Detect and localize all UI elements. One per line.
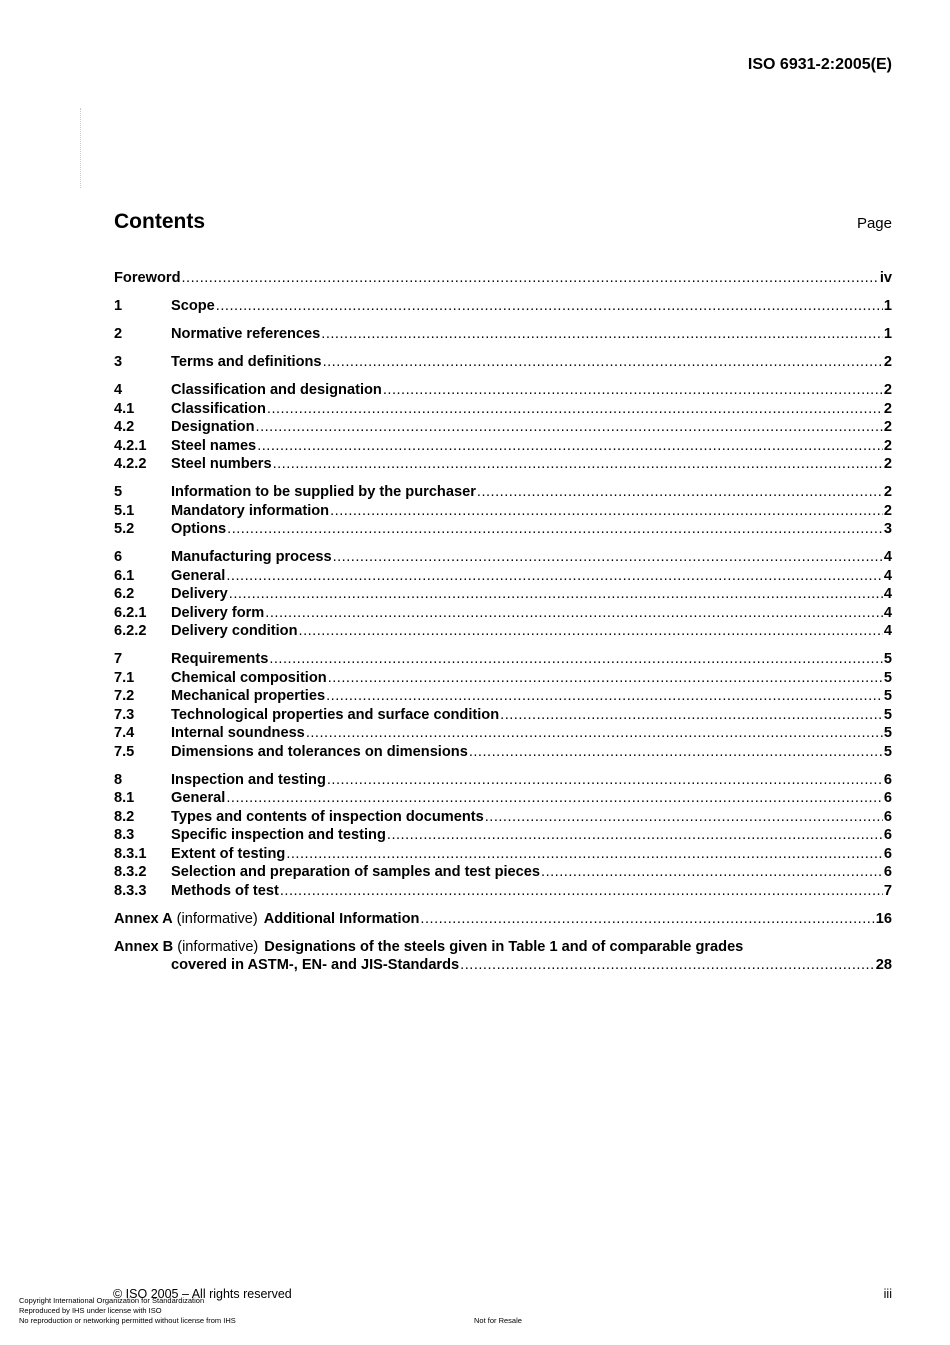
toc-entry-title: Technological properties and surface condition <box>171 706 500 723</box>
footer-page-number: iii <box>883 1287 892 1301</box>
toc-entry-page: 5 <box>883 669 892 686</box>
toc-entry-number: 5.2 <box>114 521 135 537</box>
toc-leader-dots <box>299 622 883 641</box>
toc-leader-dots <box>333 548 883 567</box>
toc-entry-number: 4 <box>114 382 123 398</box>
toc-entry-title: Normative references <box>171 326 321 342</box>
toc-entry-title: covered in ASTM-, EN- and JIS-Standards <box>171 957 460 973</box>
toc-leader-dots <box>477 483 883 502</box>
toc-entry-page: 2 <box>883 437 892 454</box>
toc-leader-dots <box>265 604 883 623</box>
toc-entry-4-2-2[interactable] <box>114 455 892 474</box>
toc-entry-title: Terms and definitions <box>171 354 322 370</box>
toc-entry-number: 4.2 <box>114 419 135 435</box>
toc-entry-number: 5 <box>114 484 123 500</box>
toc-entry-page: 6 <box>883 827 892 843</box>
toc-entry-6-1[interactable] <box>114 567 892 586</box>
toc-entry-8-3-2[interactable] <box>114 863 892 882</box>
toc-entry-number: 2 <box>114 326 123 342</box>
toc-entry-page: 6 <box>883 790 892 806</box>
toc-entry-page: 5 <box>883 688 892 704</box>
toc-entry-title: Internal soundness <box>171 725 305 741</box>
toc-leader-dots <box>460 956 875 975</box>
toc-entry-1[interactable] <box>114 297 892 316</box>
toc-entry-title: Inspection and testing <box>171 771 326 788</box>
toc-group-3 <box>114 353 892 372</box>
toc-leader-dots <box>500 706 883 725</box>
toc-entry-page: 4 <box>883 567 892 584</box>
toc-entry-number: 7 <box>114 651 123 667</box>
annex-label: Annex A <box>114 910 173 927</box>
toc-leader-dots <box>330 502 883 521</box>
license-line: No reproduction or networking permitted without license from IHS <box>19 1316 236 1325</box>
license-line: Reproduced by IHS under license with ISO <box>19 1306 162 1315</box>
toc-entry-8-3-1[interactable] <box>114 845 892 864</box>
toc-entry-5[interactable] <box>114 483 892 502</box>
toc-group-annex-a <box>114 910 892 929</box>
toc-leader-dots <box>321 325 883 344</box>
toc-entry-page: 5 <box>883 725 892 741</box>
toc-entry-title: Steel names <box>171 437 257 454</box>
toc-leader-dots <box>257 437 883 456</box>
toc-leader-dots <box>226 567 883 586</box>
toc-entry-number: 4.2.1 <box>114 437 147 454</box>
toc-entry-page: 3 <box>883 521 892 537</box>
page-column-label: Page <box>856 215 892 232</box>
toc-entry-title: Extent of testing <box>171 845 286 862</box>
toc-entry-7-1[interactable] <box>114 669 892 688</box>
toc-leader-dots <box>226 789 883 808</box>
toc-entry-7-3[interactable] <box>114 706 892 725</box>
toc-leader-dots <box>181 269 878 288</box>
toc-entry-4-1[interactable] <box>114 400 892 419</box>
toc-group-2 <box>114 325 892 344</box>
toc-entry-number: 8.3 <box>114 827 135 843</box>
toc-entry-7[interactable] <box>114 650 892 669</box>
toc-entry-number: 6.2.1 <box>114 604 147 621</box>
toc-entry-number: 8.3.3 <box>114 882 147 899</box>
toc-leader-dots <box>256 418 883 437</box>
toc-leader-dots <box>485 808 883 827</box>
toc-group-5 <box>114 483 892 539</box>
toc-entry-page: 2 <box>883 419 892 435</box>
toc-entry-6-2-2[interactable] <box>114 622 892 641</box>
toc-entry-number: 8.3.1 <box>114 845 147 862</box>
toc-entry-number: 7.5 <box>114 743 135 760</box>
toc-entry-number: 4.1 <box>114 400 135 417</box>
toc-entry-title: Selection and preparation of samples and test pieces <box>171 864 541 880</box>
toc-entry-page: 1 <box>883 298 892 314</box>
toc-entry-number: 7.1 <box>114 669 135 686</box>
toc-entry-title: Dimensions and tolerances on dimensions <box>171 743 468 760</box>
toc-group-1 <box>114 297 892 316</box>
toc-entry-page: 5 <box>883 706 892 723</box>
toc-entry-4-2-1[interactable] <box>114 437 892 456</box>
toc-entry-8-1[interactable] <box>114 789 892 808</box>
toc-entry-title: Specific inspection and testing <box>171 827 386 843</box>
annex-label: Annex B <box>114 938 174 955</box>
toc-entry-number: 8.2 <box>114 808 135 825</box>
footer-not-for-resale: Not for Resale <box>474 1316 522 1325</box>
toc-entry-page: 2 <box>883 502 892 519</box>
toc-entry-8-3[interactable] <box>114 826 892 845</box>
toc-entry-page: 4 <box>883 549 892 565</box>
toc-entry-title: Scope <box>171 298 215 314</box>
toc-entry-6-2-1[interactable] <box>114 604 892 623</box>
toc-entry-number: 7.4 <box>114 725 135 741</box>
toc-entry-page: 2 <box>883 354 892 370</box>
toc-entry-page: 4 <box>883 623 892 639</box>
toc-entry-page: 2 <box>883 484 892 500</box>
toc-entry-page: 2 <box>883 456 892 472</box>
toc-leader-dots <box>326 687 883 706</box>
toc-group-annex-b <box>114 938 892 975</box>
toc-entry-title: Methods of test <box>171 882 279 899</box>
toc-leader-dots <box>267 400 883 419</box>
toc-entry-title: Steel numbers <box>171 456 272 472</box>
toc-entry-6-2[interactable] <box>114 585 892 604</box>
toc-entry-title: Requirements <box>171 651 269 667</box>
toc-group-6 <box>114 548 892 641</box>
toc-entry-7-2[interactable] <box>114 687 892 706</box>
toc-entry-4-2[interactable] <box>114 418 892 437</box>
toc-leader-dots <box>227 520 883 539</box>
toc-group-8 <box>114 771 892 901</box>
footer-license-notice <box>19 1296 236 1326</box>
toc-entry-page: 6 <box>883 845 892 862</box>
toc-group-foreword <box>114 269 892 288</box>
toc-entry-8-2[interactable] <box>114 808 892 827</box>
toc-leader-dots <box>327 771 883 790</box>
toc-group-7 <box>114 650 892 761</box>
toc-entry-page: 7 <box>883 882 892 899</box>
toc-entry-title: Designations of the steels given in Table 1 and of comparable grades <box>264 938 744 955</box>
toc-entry-page: 6 <box>883 808 892 825</box>
toc-leader-dots <box>273 455 883 474</box>
toc-entry-number: 6.2.2 <box>114 623 147 639</box>
toc-entry-5-1[interactable] <box>114 502 892 521</box>
contents-title: Contents <box>114 210 205 233</box>
footer-copyright: © ISO 2005 – All rights reserved <box>113 1287 292 1301</box>
toc-entry-number: 1 <box>114 298 123 314</box>
toc-entry-foreword[interactable] <box>114 269 892 288</box>
toc-entry-title: Chemical composition <box>171 669 327 686</box>
toc-leader-dots <box>306 724 883 743</box>
toc-entry-annex-b[interactable] <box>114 938 892 957</box>
toc-entry-page: 5 <box>883 651 892 667</box>
toc-entry-8-3-3[interactable] <box>114 882 892 901</box>
toc-entry-number: 7.3 <box>114 706 135 723</box>
toc-leader-dots <box>469 743 883 762</box>
toc-entry-5-2[interactable] <box>114 520 892 539</box>
toc-entry-8[interactable] <box>114 771 892 790</box>
toc-leader-dots <box>387 826 883 845</box>
toc-entry-number: 7.2 <box>114 688 135 704</box>
toc-leader-dots <box>323 353 883 372</box>
toc-entry-page: 2 <box>883 382 892 398</box>
toc-entry-title: Delivery form <box>171 604 265 621</box>
toc-entry-title: Foreword <box>114 270 181 286</box>
toc-entry-number: 8.1 <box>114 790 135 806</box>
toc-entry-number: 6.1 <box>114 567 135 584</box>
toc-entry-4[interactable] <box>114 381 892 400</box>
toc-entry-page: 28 <box>875 957 892 973</box>
toc-entry-number: 5.1 <box>114 502 135 519</box>
toc-entry-7-4[interactable] <box>114 724 892 743</box>
toc-entry-title: Types and contents of inspection documents <box>171 808 484 825</box>
toc-leader-dots <box>216 297 883 316</box>
table-of-contents <box>114 269 892 984</box>
toc-entry-title: Designation <box>171 419 255 435</box>
toc-entry-page: 6 <box>883 771 892 788</box>
margin-mark <box>80 108 82 188</box>
license-line: Copyright International Organization for Standardization <box>19 1296 205 1305</box>
toc-entry-title: Classification <box>171 400 266 417</box>
toc-entry-title: Manufacturing process <box>171 549 332 565</box>
toc-entry-7-5[interactable] <box>114 743 892 762</box>
toc-group-4 <box>114 381 892 474</box>
toc-entry-title: General <box>171 567 226 584</box>
toc-entry-3[interactable] <box>114 353 892 372</box>
toc-entry-title: Information to be supplied by the purchaser <box>171 484 476 500</box>
toc-entry-number: 6.2 <box>114 586 135 602</box>
toc-entry-page: 1 <box>883 326 892 342</box>
toc-entry-page: 6 <box>883 864 892 880</box>
toc-entry-title: Options <box>171 521 227 537</box>
toc-entry-title: Additional Information <box>263 910 420 927</box>
toc-entry-number: 4.2.2 <box>114 456 147 472</box>
toc-leader-dots <box>383 381 883 400</box>
toc-leader-dots <box>269 650 883 669</box>
toc-entry-title: General <box>171 790 226 806</box>
toc-leader-dots <box>229 585 883 604</box>
document-id: ISO 6931-2:2005(E) <box>747 56 892 73</box>
toc-entry-title: Mandatory information <box>171 502 330 519</box>
toc-entry-6[interactable] <box>114 548 892 567</box>
toc-entry-page: 4 <box>883 604 892 621</box>
toc-leader-dots <box>286 845 883 864</box>
toc-entry-number: 8.3.2 <box>114 864 147 880</box>
toc-entry-annex-b-continued[interactable] <box>114 956 892 975</box>
toc-entry-page: 4 <box>883 586 892 602</box>
toc-entry-title: Mechanical properties <box>171 688 326 704</box>
toc-leader-dots <box>328 669 883 688</box>
toc-entry-number: 6 <box>114 549 123 565</box>
toc-entry-number: 8 <box>114 771 123 788</box>
toc-entry-2[interactable] <box>114 325 892 344</box>
toc-entry-page: 2 <box>883 400 892 417</box>
toc-entry-number: 3 <box>114 354 123 370</box>
annex-informative-tag: (informative) <box>177 938 259 955</box>
toc-entry-page: iv <box>879 270 892 286</box>
toc-entry-title: Delivery <box>171 586 228 602</box>
toc-leader-dots <box>541 863 883 882</box>
toc-entry-page: 16 <box>875 910 892 927</box>
annex-informative-tag: (informative) <box>176 910 258 927</box>
toc-entry-annex-a[interactable] <box>114 910 892 929</box>
toc-entry-page: 5 <box>883 743 892 760</box>
toc-leader-dots <box>420 910 874 929</box>
toc-entry-title: Delivery condition <box>171 623 298 639</box>
toc-entry-title: Classification and designation <box>171 382 382 398</box>
toc-leader-dots <box>280 882 883 901</box>
